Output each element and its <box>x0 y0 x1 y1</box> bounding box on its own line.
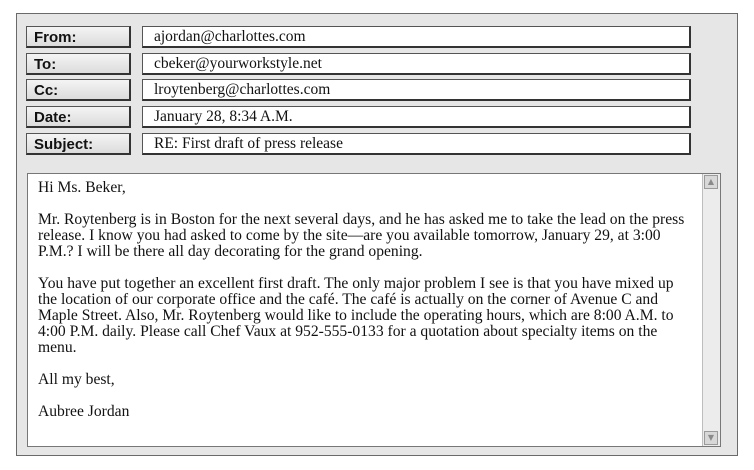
from-row <box>26 26 729 48</box>
message-body[interactable] <box>27 173 721 447</box>
to-field[interactable]: cbeker@yourworkstyle.net <box>142 53 691 75</box>
subject-field[interactable]: RE: First draft of press release <box>142 133 691 155</box>
cc-field[interactable]: lroytenberg@charlottes.com <box>142 79 691 101</box>
date-row <box>26 106 729 128</box>
vertical-scrollbar[interactable] <box>702 174 720 446</box>
cc-label: Cc: <box>26 79 131 101</box>
date-label: Date: <box>26 106 131 128</box>
date-field[interactable]: January 28, 8:34 A.M. <box>142 106 691 128</box>
email-window <box>16 13 738 456</box>
triangle-up-icon[interactable]: ▲ <box>704 175 718 189</box>
subject-row <box>26 133 729 155</box>
paragraph-1: Mr. Roytenberg is in Boston for the next several days, and he has asked me to take the lead on the press release. I know you had asked to come by the site—are you available tomorrow, January 29, at 3:00 P.M.? I will be there all day decorating for the grand opening. <box>38 211 685 260</box>
signature: Aubree Jordan <box>38 403 130 420</box>
triangle-down-icon[interactable]: ▼ <box>704 431 718 445</box>
to-label: To: <box>26 53 131 75</box>
from-label: From: <box>26 26 131 48</box>
message-text <box>38 180 686 420</box>
cc-row <box>26 79 729 101</box>
greeting: Hi Ms. Beker, <box>38 179 126 196</box>
closing: All my best, <box>38 371 115 388</box>
from-field[interactable]: ajordan@charlottes.com <box>142 26 691 48</box>
subject-label: Subject: <box>26 133 131 155</box>
paragraph-2: You have put together an excellent first draft. The only major problem I see is that you have mixed up the location of our corporate office and the café. The café is actually on the corner of Avenue C and Maple Street. Also, Mr. Roytenberg would like to include the operating hours, which are 8:00 A.M. to 4:00 P.M. daily. Please call Chef Vaux at 952-555-0133 for a quotation about specialty items on the menu. <box>38 275 674 356</box>
to-row <box>26 53 729 75</box>
